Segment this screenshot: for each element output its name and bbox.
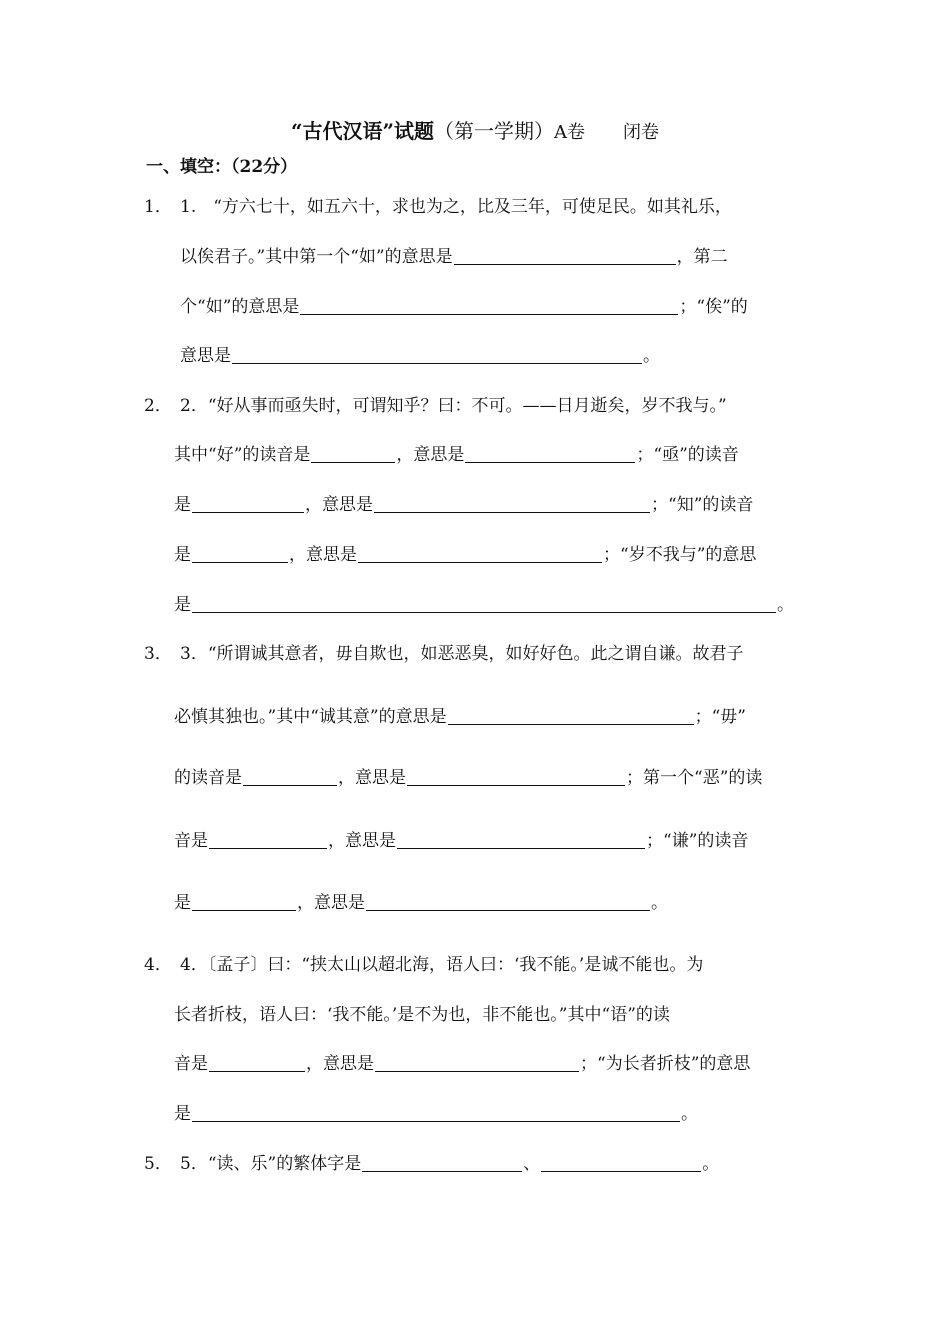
title-closed-book: 闭卷 [623,122,659,143]
question-3-line-4 [174,829,748,853]
question-text: 1. “方六七十，如五六十，求也为之，比及三年，可使足民。如其礼乐， [180,197,732,217]
question-text: 3．“所谓诚其意者，毋自欺也，如恶恶臭，如好好色。此之谓自谦。故君子 [180,644,744,664]
question-text: 音是 [174,1054,208,1074]
question-2-line-5 [174,593,794,617]
question-4-line-2 [174,1003,670,1027]
answer-blank[interactable] [192,594,776,613]
question-1-line-1 [144,195,732,219]
question-4-line-4 [174,1102,698,1126]
question-text: ，意思是 [289,545,357,565]
question-text: 是 [174,495,191,515]
question-text: ；第一个“恶”的读 [626,768,763,788]
question-2-line-4 [174,543,756,567]
question-3-line-5 [174,891,668,915]
section-heading: 一、填空：（22分） [146,157,298,177]
question-text: 以俟君子。”其中第一个“如”的意思是 [180,247,453,267]
title-main: “古代汉语”试题 [290,119,434,143]
question-1-line-2 [180,245,728,269]
exam-title [0,115,950,144]
question-text: ；“谦”的读音 [646,831,749,851]
question-text: 是 [174,595,191,615]
question-text: ；“知”的读音 [651,495,754,515]
question-text: ，意思是 [328,831,396,851]
question-text: ；“俟”的 [679,297,748,317]
answer-blank[interactable] [209,1053,305,1072]
question-text: 是 [174,545,191,565]
question-text: ，意思是 [306,1054,374,1074]
answer-blank[interactable] [366,892,650,911]
answer-blank[interactable] [397,830,645,849]
question-text: 必慎其独也。”其中“诚其意”的意思是 [174,707,447,727]
answer-blank[interactable] [407,767,625,786]
question-3-line-3 [174,766,762,790]
question-text: 。 [651,893,668,913]
question-2-line-2 [174,443,739,467]
question-text: ，意思是 [396,445,465,465]
answer-blank[interactable] [192,1103,680,1122]
answer-blank[interactable] [192,892,296,911]
answer-blank[interactable] [448,706,694,725]
question-text: ，第二 [676,247,728,267]
question-text: ，意思是 [297,893,365,913]
answer-blank[interactable] [232,345,642,364]
question-text: ，意思是 [305,495,373,515]
question-text: 。 [702,1154,720,1174]
question-text: 的读音是 [174,768,242,788]
question-text: 。 [681,1104,698,1124]
question-text: 。 [777,595,794,615]
answer-blank[interactable] [374,494,650,513]
question-text: ；“为长者折枝”的意思 [580,1054,751,1074]
question-text: 4．〔孟子〕曰：“挟太山以超北海，语人曰：‘我不能。’是诚不能也。为 [180,955,704,975]
question-text: 个“如”的意思是 [180,297,300,317]
question-number: 2． [144,396,172,416]
question-text: ，意思是 [338,768,406,788]
answer-blank[interactable] [300,296,678,315]
question-4-line-1 [144,953,703,977]
question-text: 是 [174,893,191,913]
question-text: ；“亟”的读音 [636,445,739,465]
answer-blank[interactable] [192,494,304,513]
question-text: 、 [523,1154,541,1174]
answer-blank[interactable] [243,767,337,786]
answer-blank[interactable] [311,444,395,463]
title-paren: （第一学期） [434,119,554,143]
question-number: 3． [144,644,172,664]
question-number: 5． [144,1154,172,1174]
question-1-line-3 [180,295,748,319]
question-text: 其中“好”的读音是 [174,445,311,465]
answer-blank[interactable] [454,246,676,265]
answer-blank[interactable] [209,830,327,849]
question-text: 5．“读、乐”的繁体字是 [180,1154,362,1174]
question-text: 2．“好从事而亟失时，可谓知乎？曰：不可。——日月逝矣，岁不我与。” [180,396,727,416]
question-2-line-3 [174,493,753,517]
question-text: 是 [174,1104,191,1124]
answer-blank[interactable] [465,444,635,463]
question-text: 。 [643,346,660,366]
question-text: ；“岁不我与”的意思 [603,545,757,565]
question-text: ；“毋” [694,707,746,727]
title-paper-version: A卷 [554,122,585,143]
question-3-line-1 [144,642,744,666]
question-text: 意思是 [180,346,231,366]
question-2-line-1 [144,394,727,418]
question-4-line-3 [174,1052,750,1076]
question-5-line-1 [144,1152,719,1176]
question-1-line-4 [180,344,660,368]
answer-blank[interactable] [192,544,288,563]
answer-blank[interactable] [362,1153,522,1172]
answer-blank[interactable] [541,1153,701,1172]
question-text: 音是 [174,831,208,851]
answer-blank[interactable] [358,544,602,563]
question-number: 1． [144,197,172,217]
question-text: 长者折枝，语人曰：‘我不能。’是不为也，非不能也。”其中“语”的读 [174,1005,670,1025]
question-3-line-2 [174,705,746,729]
answer-blank[interactable] [375,1053,579,1072]
question-number: 4． [144,955,172,975]
